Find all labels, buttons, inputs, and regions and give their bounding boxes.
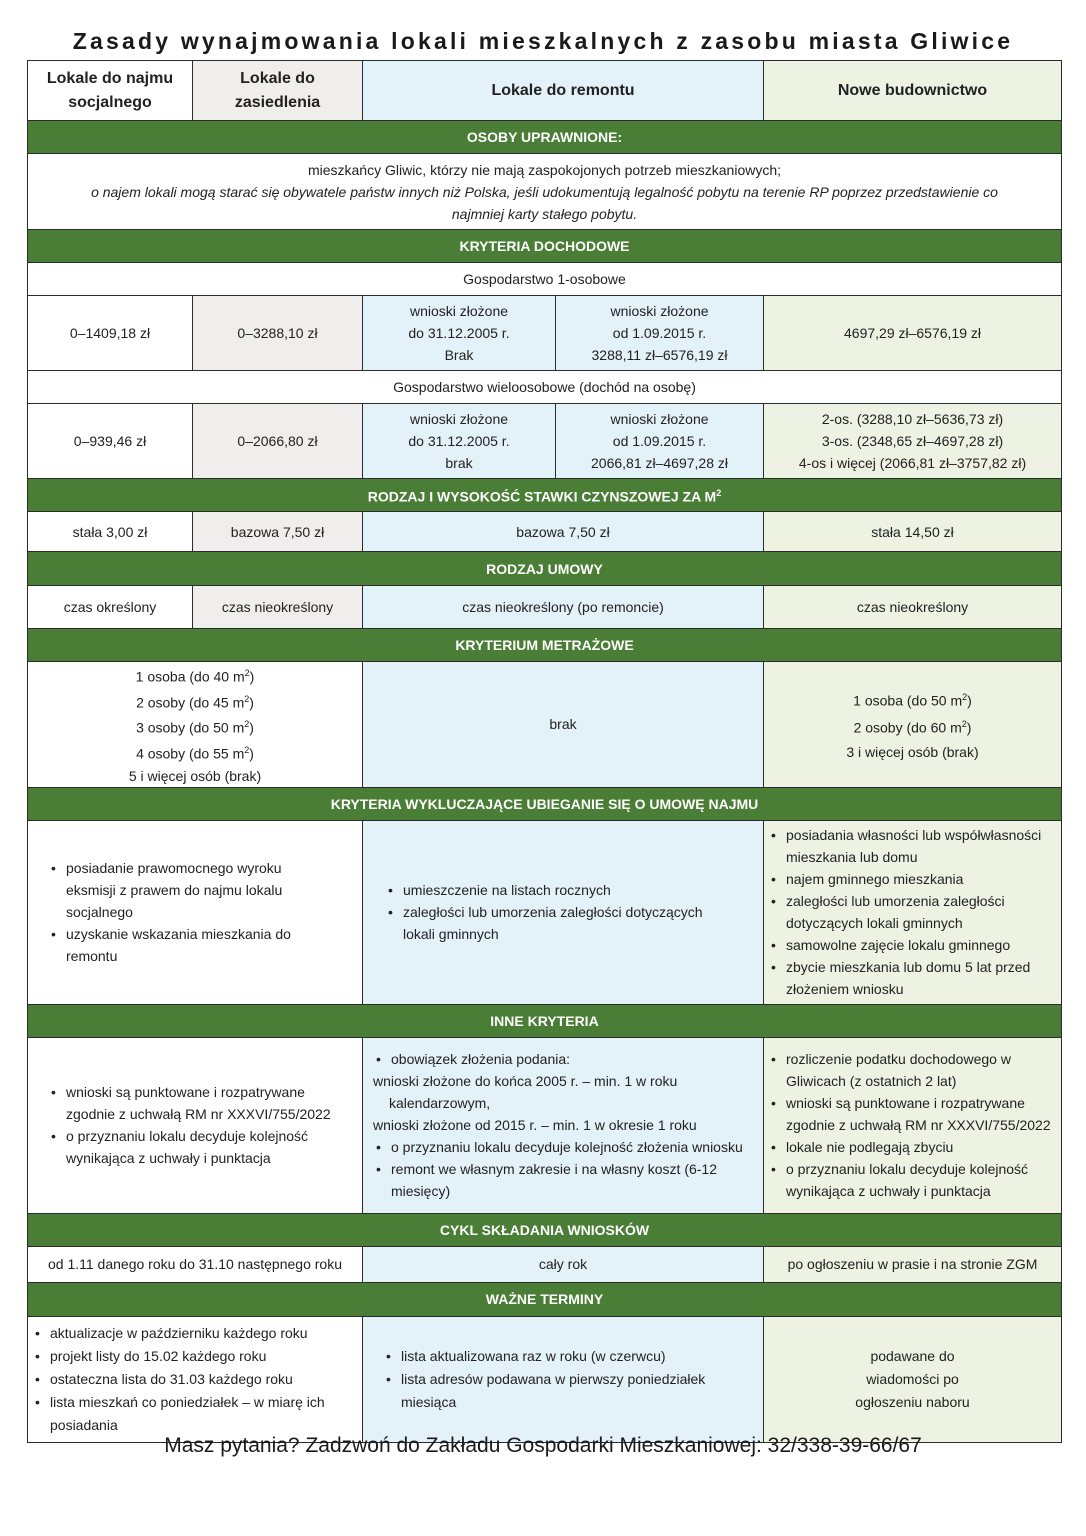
list-item: • wnioski są punktowane i rozpatrywane zgodnie z uchwałą RM nr XXXVI/755/2022 [48, 1081, 342, 1125]
income-multi-zasiedlenie: 0–2066,80 zł [193, 404, 363, 479]
other-remont-line-2005: wnioski złożone do końca 2005 r. – min. 1 w roku [373, 1073, 678, 1090]
list-item: • ostateczna lista do 31.03 każdego roku [32, 1368, 348, 1391]
deadlines-row [28, 1316, 1062, 1442]
list-item: • o przyznaniu lokalu decyduje kolejność wynikająca z uchwały i punktacja [768, 1158, 1051, 1202]
area-nowe: 1 osoba (do 50 $m^2$) 2 osoby (do 60 $m^2$) 3 i więcej osób (brak) [764, 662, 1062, 788]
page-title: Zasady wynajmowania lokali mieszkalnych z zasobu miasta Gliwice [72, 28, 1014, 54]
list-item: • zaległości lub umorzenia zaległości dotyczących lokali gminnych [385, 901, 703, 945]
list-item: • posiadania własności lub współwłasności mieszkania lub domu [768, 824, 1051, 868]
other-remont-line-2005b: kalendarzowym, [389, 1095, 491, 1112]
section-kryteria-wykluczajace: KRYTERIA WYKLUCZAJĄCE UBIEGANIE SIĘ O UMOWĘ NAJMU [28, 787, 1062, 820]
contract-zasiedlenie: czas nieokreślony [193, 586, 363, 629]
section-wazne-terminy: WAŻNE TERMINY [28, 1282, 1062, 1316]
list-item: • lista aktualizowana raz w roku (w czerwcu) [383, 1345, 743, 1368]
section-cykl-wnioskow: CYKL SKŁADANIA WNIOSKÓW [28, 1213, 1062, 1246]
other-nowe [764, 1037, 1062, 1213]
deadlines-nowe: podawane do wiadomości po ogłoszeniu naboru [764, 1316, 1062, 1442]
other-criteria-row [28, 1037, 1062, 1213]
single-household-label: Gospodarstwo 1-osobowe [28, 263, 1062, 296]
list-item: • remont we własnym zakresie i na własny koszt (6-12 miesięcy) [373, 1158, 749, 1202]
rent-remont: bazowa 7,50 zł [363, 512, 764, 552]
list-item: • umieszczenie na listach rocznych [385, 879, 703, 901]
income-single-socjalne: 0–1409,18 zł [28, 296, 193, 371]
list-item: • zbycie mieszkania lub domu 5 lat przed złożeniem wniosku [768, 956, 1051, 1000]
section-rodzaj-umowy: RODZAJ UMOWY [28, 552, 1062, 586]
contract-socjalne: czas określony [28, 586, 193, 629]
section-osoby-uprawnione: OSOBY UPRAWNIONE: [28, 121, 1062, 154]
rent-row [28, 512, 1062, 552]
col-header-nowe: Nowe budownictwo [764, 61, 1062, 121]
income-multi-socjalne: 0–939,46 zł [28, 404, 193, 479]
income-single-remont-2005: wnioski złożone do 31.12.2005 r. Brak [363, 296, 556, 371]
list-item: • o przyznaniu lokalu decyduje kolejność złożenia wniosku [373, 1136, 749, 1158]
cycle-remont: cały rok [363, 1246, 764, 1282]
section-kryteria-dochodowe: KRYTERIA DOCHODOWE [28, 230, 1062, 263]
single-household-row [28, 296, 1062, 371]
eligible-persons-text [28, 154, 1062, 230]
rent-zasiedlenie: bazowa 7,50 zł [193, 512, 363, 552]
cycle-row [28, 1246, 1062, 1282]
exclusion-nowe [764, 820, 1062, 1004]
multi-household-row [28, 404, 1062, 479]
other-remont [363, 1037, 764, 1213]
area-row [28, 662, 1062, 788]
list-item: • najem gminnego mieszkania [768, 868, 1051, 890]
income-multi-remont-2005: wnioski złożone do 31.12.2005 r. brak [363, 404, 556, 479]
income-multi-nowe: 2-os. (3288,10 zł–5636,73 zł) 3-os. (2348,65 zł–4697,28 zł) 4-os i więcej (2066,81 zł–3757,82 zł) [764, 404, 1062, 479]
contract-remont: czas nieokreślony (po remoncie) [363, 586, 764, 629]
col-header-remont: Lokale do remontu [363, 61, 764, 121]
deadlines-socjalne-zasiedlenie [28, 1316, 363, 1442]
eligible-line-1: mieszkańcy Gliwic, którzy nie mają zaspokojonych potrzeb mieszkaniowych; [307, 161, 782, 178]
list-item: • samowolne zajęcie lokalu gminnego [768, 934, 1051, 956]
rent-nowe: stała 14,50 zł [764, 512, 1062, 552]
other-socjalne-zasiedlenie [28, 1037, 363, 1213]
list-item: • lokale nie podlegają zbyciu [768, 1136, 1051, 1158]
income-single-nowe: 4697,29 zł–6576,19 zł [764, 296, 1062, 371]
list-item: • uzyskanie wskazania mieszkania do remontu [48, 923, 302, 967]
exclusion-socjalne-zasiedlenie [28, 820, 363, 1004]
exclusion-remont [363, 820, 764, 1004]
list-item: • rozliczenie podatku dochodowego w Gliwicach (z ostatnich 2 lat) [768, 1048, 1051, 1092]
contract-nowe: czas nieokreślony [764, 586, 1062, 629]
list-item: • aktualizacje w październiku każdego roku [32, 1322, 348, 1345]
area-socjalne-zasiedlenie: 1 osoba (do 40 $m^2$) 2 osoby (do 45 $m^2$) 3 osoby (do 50 $m^2$) 4 osoby (do 55 $m^2$) 5 i więcej osób (brak) [28, 662, 363, 788]
rent-socjalne: stała 3,00 zł [28, 512, 193, 552]
footer-contact: Masz pytania? Zadzwoń do Zakładu Gospodarki Mieszkaniowej: 32/338-39-66/67 [164, 1434, 922, 1457]
list-item: • o przyznaniu lokalu decyduje kolejność wynikająca z uchwały i punktacja [48, 1125, 342, 1169]
list-item: • projekt listy do 15.02 każdego roku [32, 1345, 348, 1368]
eligible-line-2: o najem lokali mogą starać się obywatele państw innych niż Polska, jeśli udokumentują legalność pobytu na terenie RP poprzez przedstawienie co najmniej karty stałego pobytu. [91, 183, 998, 222]
column-header-row [28, 61, 1062, 121]
list-item: • obowiązek złożenia podania: [373, 1048, 749, 1070]
col-header-zasiedlenie: Lokale do zasiedlenia [193, 61, 363, 121]
cycle-nowe: po ogłoszeniu w prasie i na stronie ZGM [764, 1246, 1062, 1282]
income-single-remont-2015: wnioski złożone od 1.09.2015 r. 3288,11 zł–6576,19 zł [556, 296, 764, 371]
list-item: • posiadanie prawomocnego wyroku eksmisji z prawem do najmu lokalu socjalnego [48, 857, 302, 923]
income-single-zasiedlenie: 0–3288,10 zł [193, 296, 363, 371]
rules-table [27, 60, 1062, 1443]
col-header-socjalne: Lokale do najmu socjalnego [28, 61, 193, 121]
contract-row [28, 586, 1062, 629]
deadlines-remont [363, 1316, 764, 1442]
cycle-socjalne-zasiedlenie: od 1.11 danego roku do 31.10 następnego roku [28, 1246, 363, 1282]
list-item: • lista mieszkań co poniedziałek – w miarę ich posiadania [32, 1391, 348, 1437]
area-remont: brak [363, 662, 764, 788]
multi-household-label: Gospodarstwo wieloosobowe (dochód na osobę) [28, 371, 1062, 404]
exclusion-row [28, 820, 1062, 1004]
list-item: • lista adresów podawana w pierwszy poniedziałek miesiąca [383, 1368, 743, 1414]
section-inne-kryteria: INNE KRYTERIA [28, 1004, 1062, 1037]
list-item: • wnioski są punktowane i rozpatrywane zgodnie z uchwałą RM nr XXXVI/755/2022 [768, 1092, 1051, 1136]
other-remont-line-2015: wnioski złożone od 2015 r. – min. 1 w okresie 1 roku [373, 1117, 697, 1134]
list-item: • zaległości lub umorzenia zaległości dotyczących lokali gminnych [768, 890, 1051, 934]
income-multi-remont-2015: wnioski złożone od 1.09.2015 r. 2066,81 zł–4697,28 zł [556, 404, 764, 479]
section-kryterium-metrazowe: KRYTERIUM METRAŻOWE [28, 629, 1062, 662]
section-stawka-czynszowa: RODZAJ I WYSOKOŚĆ STAWKI CZYNSZOWEJ ZA $M^2$ [28, 479, 1062, 512]
